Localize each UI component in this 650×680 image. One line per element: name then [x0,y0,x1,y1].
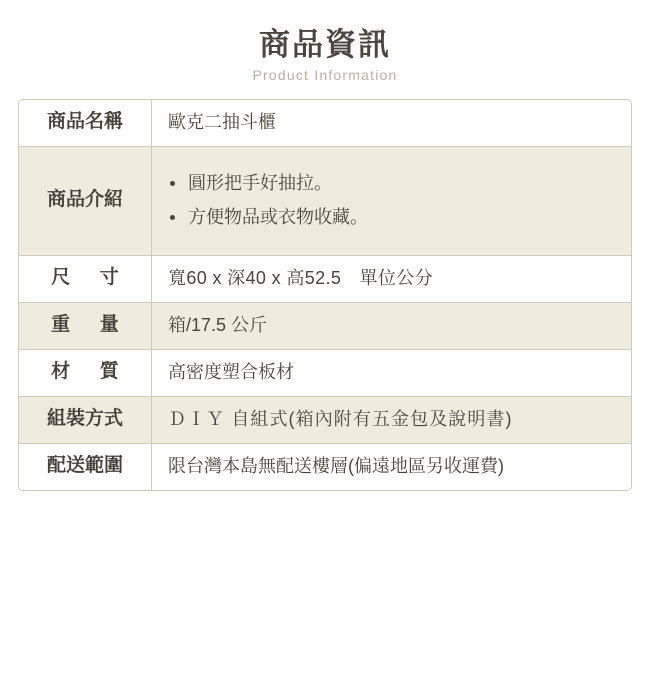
row-value: 箱/17.5 公斤 [168,315,268,336]
row-value [152,147,631,255]
table-row-delivery-area [19,444,631,490]
page-header [18,0,632,83]
page-subtitle: Product Information [252,66,398,83]
row-value: 限台灣本島無配送樓層(偏遠地區另收運費) [168,456,504,477]
row-label: 材 質 [19,350,152,396]
table-row-material [19,350,631,397]
table-row-product-intro [19,147,631,256]
table-row-assembly [19,397,631,444]
page-title: 商品資訊 [259,27,391,62]
list-item: 圓形把手好抽拉。 [168,170,615,198]
row-value: 寬60 x 深40 x 高52.5 單位公分 [168,268,433,289]
row-label: 重 量 [19,303,152,349]
row-label: 商品名稱 [19,100,152,146]
row-value: 高密度塑合板材 [168,362,294,383]
row-label: 配送範圍 [19,444,152,490]
row-label: 商品介紹 [19,147,152,255]
intro-bullet-list [168,164,615,238]
list-item: 方便物品或衣物收藏。 [168,204,615,232]
row-label: 尺 寸 [19,256,152,302]
table-row-product-name [19,100,631,147]
row-value: 歐克二抽斗櫃 [168,112,276,133]
table-row-weight [19,303,631,350]
product-info-table [18,99,632,491]
row-label: 組裝方式 [19,397,152,443]
row-value: ＤＩＹ 自組式(箱內附有五金包及說明書) [168,409,513,430]
table-row-dimensions [19,256,631,303]
